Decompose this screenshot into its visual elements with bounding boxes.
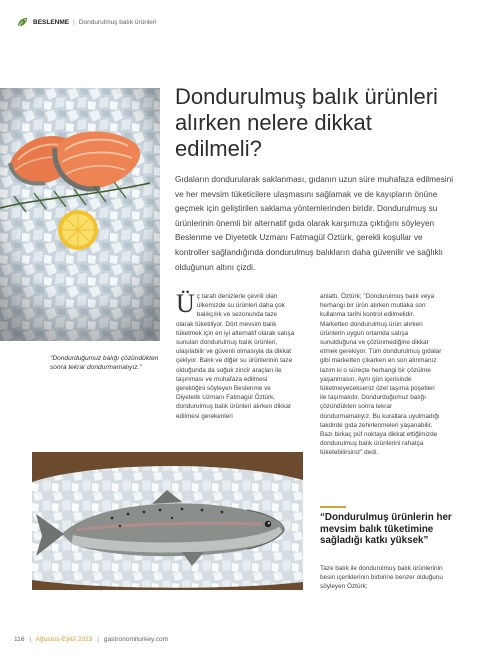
pull-quote-caption: "Dondurduğumuz balığı çözündükten sonra tekrar dondurmamalıyız." xyxy=(50,355,159,371)
footer-divider: | xyxy=(29,636,32,643)
header-subtitle: Dondurulmuş balık ürünleri xyxy=(78,18,157,26)
trout-photo xyxy=(32,452,303,590)
body-column-1 xyxy=(176,289,296,421)
salmon-photo xyxy=(0,88,160,341)
header-divider: | xyxy=(73,18,75,26)
accent-rule xyxy=(320,506,346,508)
article-title: Dondurulmuş balık ürünleri alırken nelere dikkat edilmeli? xyxy=(175,84,438,161)
body-column-2-continued: Taze balık ile dondurulmuş balık ürünlerinin besin içeriklerinin birbirine benzer olduğunu söyleyen Öztürk; xyxy=(320,565,443,591)
article-subheading: “Dondurulmuş ürünlerin her mevsim balık tüketimine sağladığı katkı yüksek” xyxy=(320,512,452,546)
section-label: BESLENME xyxy=(33,18,70,26)
body-column-2: anlattı. Öztürk; "Dondurulmuş balık veya herhangi bir ürün alırken mutlaka son kullanma tarihi kontrol edilmelidir. Marketten dondurulmuş ürün alırken ürünlerin uygun ortamda satışa sunulduğuna ve çözünmediğine dikkat etmek gerekiyor. Tüm dondurulmuş gıdalar gibi marketten çıkarken en son alınmanız lazım ki o süreçte herhangi bir çözülme yaşanmasın. Aynı gün içerisinde tüketmeyecekseniz özel taşıma poşetleri ile taşımalıdır. Dondurduğumuz balığı çözündükten sonra tekrar dondurmamalıyız. Bu kurallara uyulmadığı takdirde gıda zehirlenmeleri yaşanabilir. Bazı birkaç püf noktaya dikkat ettiğimizde dondurulmuş balık ürünlerini rahatça tüketebilirsiniz" dedi. xyxy=(320,293,442,457)
footer-divider: | xyxy=(97,636,99,643)
body-column-1-text: ç tarafı denizlerle çevrili olan ülkemizde su ürünleri daha çok balıkçılık ve sezonunda taze olarak tüketiliyor. Dört mevsim balık tüketmek için en iyi alternatif olarak satışa sunulan dondurulmuş balık ürünleri, ulaşılabilir ve güvenli olmasıyla da dikkat çekiyor. Balık ve diğer su ürünlerinin taze olduğunda da soğuk zincir araçları ile taşınması ve muhafaza edilmesi gerektiğini söyleyen Beslenme ve Diyetetik Uzmanı Fatmagül Öztürk, dondurulmuş balık ürünleri alırken dikkat edilmesi gerekenleri xyxy=(176,293,295,420)
drop-cap: Ü xyxy=(176,289,195,318)
article-intro: Gıdaların dondurularak saklanması, gıdanın uzun süre muhafaza edilmesini ve her mevsim tüketicilere ulaşmasını sağlamak ve de kayıpların önüne geçmek için geliştirilen saklama yöntemlerinden biridir. Dondurulmuş su ürünlerinin önemli bir alternatif gıda olarak karşımıza çıktığını söyleyen Beslenme ve Diyetetik Uzmanı Fatmagül Öztürk, gerekli koşullar ve kontroller sağlandığında dondurulmuş balıkların daha güvenilir ve sağlıklı olduğunun altını çizdi. xyxy=(175,174,454,272)
page-number: 116 xyxy=(14,636,25,643)
running-header xyxy=(16,14,157,30)
fish-leaf-logo-icon xyxy=(16,16,29,29)
page-footer xyxy=(14,636,168,643)
issue-date: Ağustos-Eylül 2023 xyxy=(35,636,93,643)
website-link[interactable]: gastronomiturkey.com xyxy=(103,636,169,643)
